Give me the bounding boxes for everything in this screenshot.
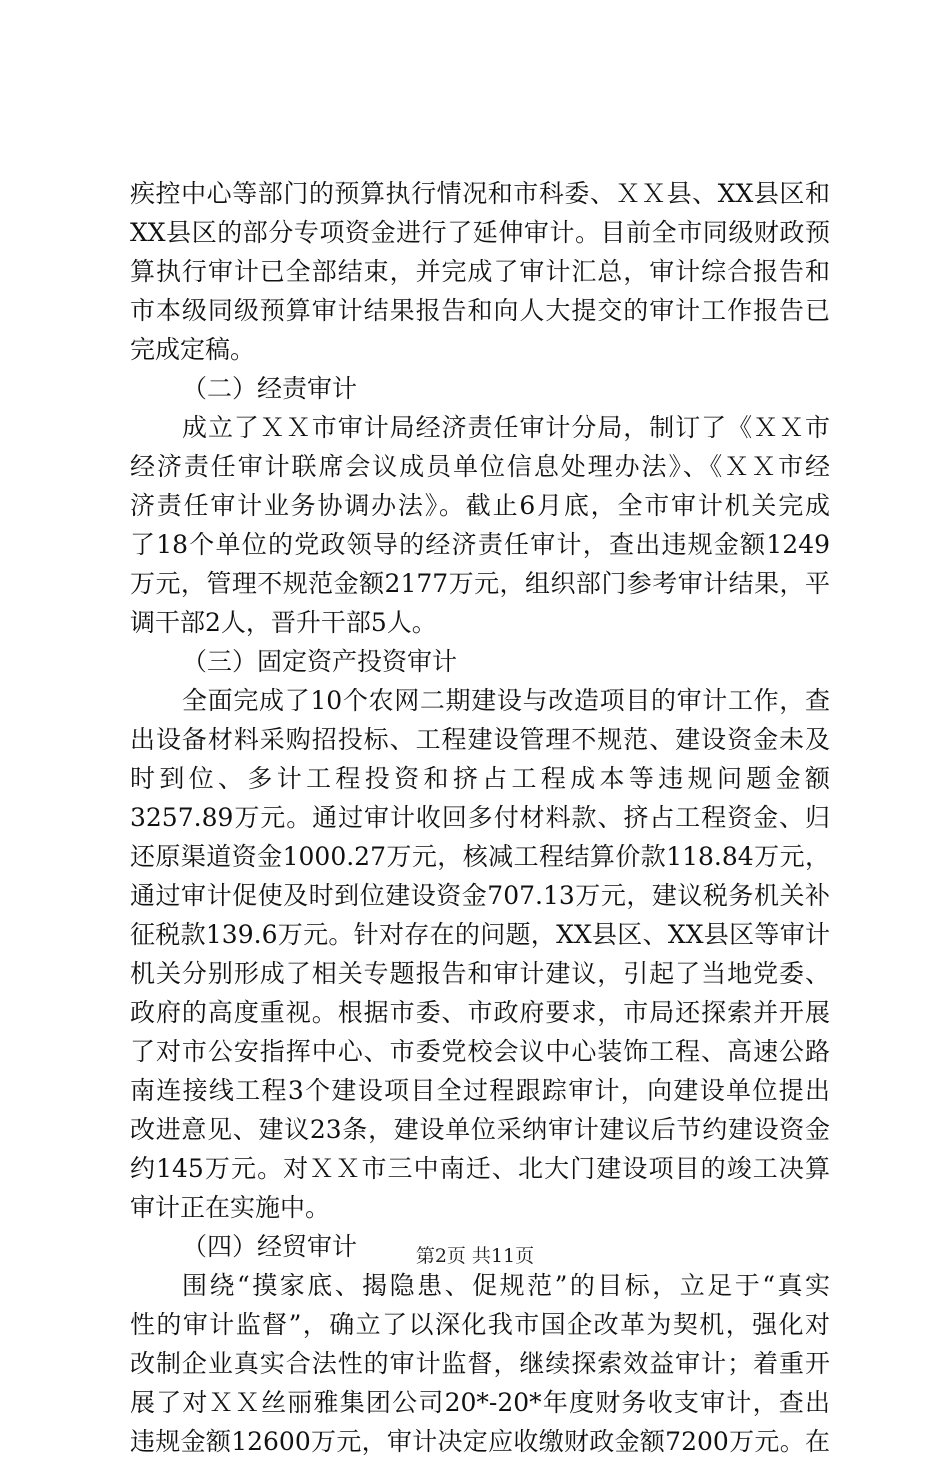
paragraph-line: 审计正在实施中。 bbox=[130, 1193, 331, 1222]
section-heading: （三）固定资产投资审计 bbox=[182, 647, 458, 676]
section-heading: （四）经贸审计 bbox=[182, 1232, 358, 1261]
paragraph-line: 政府的高度重视。根据市委、市政府要求，市局还探索并开展 bbox=[130, 998, 830, 1027]
paragraph-line: 还原渠道资金1000.27万元，核减工程结算价款118.84万元， bbox=[130, 842, 830, 871]
paragraph-line: 约145万元。对ＸＸ市三中南迁、北大门建设项目的竣工决算 bbox=[130, 1154, 830, 1183]
paragraph-line: 成立了ＸＸ市审计局经济责任审计分局，制订了《ＸＸ市 bbox=[182, 413, 830, 442]
paragraph-line: 全面完成了10个农网二期建设与改造项目的审计工作，查 bbox=[182, 686, 830, 715]
paragraph-line: 违规金额12600万元，审计决定应收缴财政金额7200万元。在 bbox=[130, 1427, 830, 1456]
paragraph-line: 性的审计监督”，确立了以深化我市国企改革为契机，强化对 bbox=[130, 1310, 830, 1339]
paragraph-line: 改制企业真实合法性的审计监督，继续探索效益审计；着重开 bbox=[130, 1349, 830, 1378]
paragraph-line: XX县区的部分专项资金进行了延伸审计。目前全市同级财政预 bbox=[130, 218, 830, 247]
paragraph-line: 了18个单位的党政领导的经济责任审计，查出违规金额1249 bbox=[130, 530, 830, 559]
paragraph-line: 疾控中心等部门的预算执行情况和市科委、ＸＸ县、XX县区和 bbox=[130, 179, 830, 208]
paragraph-line: 万元，管理不规范金额2177万元，组织部门参考审计结果，平 bbox=[130, 569, 830, 598]
paragraph-line: 围绕“摸家底、揭隐患、促规范”的目标，立足于“真实 bbox=[182, 1271, 830, 1300]
paragraph-line: 算执行审计已全部结束，并完成了审计汇总，审计综合报告和 bbox=[130, 257, 830, 286]
paragraph-line: 时到位、多计工程投资和挤占工程成本等违规问题金额 bbox=[130, 764, 830, 793]
paragraph-line: 征税款139.6万元。针对存在的问题，XX县区、XX县区等审计 bbox=[130, 920, 830, 949]
paragraph-line: 通过审计促使及时到位建设资金707.13万元，建议税务机关补 bbox=[130, 881, 830, 910]
paragraph-line: 机关分别形成了相关专题报告和审计建议，引起了当地党委、 bbox=[130, 959, 830, 988]
section-heading: （二）经责审计 bbox=[182, 374, 358, 403]
paragraph-line: 调干部2人，晋升干部5人。 bbox=[130, 608, 437, 637]
page-footer: 第2页 共11页 bbox=[415, 1245, 535, 1267]
paragraph-line: 市本级同级预算审计结果报告和向人大提交的审计工作报告已 bbox=[130, 296, 830, 325]
paragraph-line: 经济责任审计联席会议成员单位信息处理办法》、《ＸＸ市经 bbox=[130, 452, 830, 481]
paragraph-line: 济责任审计业务协调办法》。截止6月底，全市审计机关完成 bbox=[130, 491, 830, 520]
paragraph-line: 展了对ＸＸ丝丽雅集团公司20*-20*年度财务收支审计，查出 bbox=[130, 1388, 830, 1417]
paragraph-line: 3257.89万元。通过审计收回多付材料款、挤占工程资金、归 bbox=[130, 803, 830, 832]
paragraph-line: 了对市公安指挥中心、市委党校会议中心装饰工程、高速公路 bbox=[130, 1037, 830, 1066]
paragraph-line: 改进意见、建议23条，建设单位采纳审计建议后节约建设资金 bbox=[130, 1115, 830, 1144]
paragraph-line: 南连接线工程3个建设项目全过程跟踪审计，向建设单位提出 bbox=[130, 1076, 830, 1105]
paragraph-line: 出设备材料采购招投标、工程建设管理不规范、建设资金未及 bbox=[130, 725, 830, 754]
paragraph-line: 完成定稿。 bbox=[130, 335, 256, 364]
